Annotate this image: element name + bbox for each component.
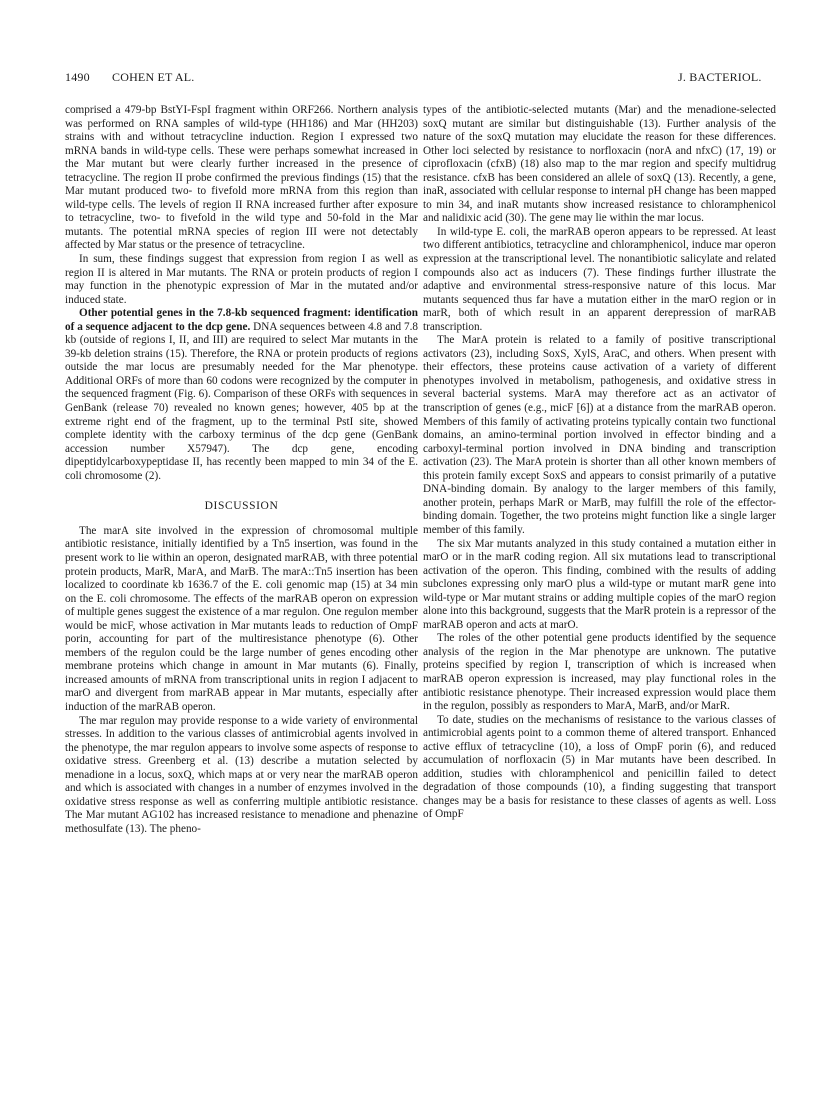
right-paragraph-1: types of the antibiotic-selected mutants (Mar) and the menadione-selected soxQ mutant are similar but distinguishable (13). Further analysis of the nature of the soxQ mutation may elucidate the reason for these differences. Other loci selected by resistance to norfloxacin (norA and nfxC) (17, 19) or ciprofloxacin (cfxB) (18) also map to the mar region and specify multidrug resistance. cfxB has been considered an allele of soxQ (13). Recently, a gene, inaR, associated with cellular response to internal pH change has been mapped to min 34, and inaR mutants show increased resistance to chloramphenicol and nalidixic acid (30). The gene may lie within the mar locus. [423,104,776,225]
page-number: 1490 [65,70,90,84]
right-paragraph-6: To date, studies on the mechanisms of resistance to the various classes of antimicrobial agents point to a common theme of altered transport. Enhanced active efflux of tetracycline (10), a loss of OmpF porin (6), and reduced accumulation of norfloxacin (5) in Mar mutants have been described. In addition, studies with chloramphenicol and penicillin failed to detect degradation of those compounds (10), a finding suggesting that transport changes may be a basis for resistance to these classes of agents as well. Loss of OmpF [423,713,776,821]
left-paragraph-3 [65,307,418,483]
left-paragraph-3-body: DNA sequences between 4.8 and 7.8 kb (outside of regions I, II, and III) are required to select Mar mutants in the 39-kb deletion strains (15). Therefore, the RNA or protein products of regions outside the mar locus are presumably needed for the Mar phenotype. Additional ORFs of more than 60 codons were recognized by the computer in the sequenced fragment (Fig. 6). Comparison of these ORFs with sequences in GenBank (release 70) revealed no known genes; however, 405 bp at the extreme right end of the fragment, up to the terminal PstI site, showed complete identity with the carboxy terminus of the dcp gene (GenBank accession number X57947). The dcp gene, encoding dipeptidylcarboxypeptidase II, has recently been mapped to min 34 of the E. coli chromosome (2). [65,320,419,482]
subsection-heading: Other potential genes in the 7.8-kb sequenced fragment: identification of a sequence adjacent to the dcp gene. [65,307,418,333]
left-paragraph-2: In sum, these findings suggest that expression from region I as well as region II is altered in Mar mutants. The RNA or protein products of region I may function in the phenotypic expression of Mar in the mutated and/or induced state. [65,253,418,306]
right-paragraph-4: The six Mar mutants analyzed in this study contained a mutation either in marO or in the marR coding region. All six mutations lead to transcriptional activation of the operon. This finding, combined with the results of adding subclones expressing only marO plus a wild-type or mutant marR gene into wild-type or Mar mutant strains or adding multiple copies of the marO region alone into this background, suggests that the MarR protein is a repressor of the marRAB operon and acts at marO. [423,537,776,631]
left-paragraph-1: comprised a 479-bp BstYI-FspI fragment within ORF266. Northern analysis was performed on RNA samples of wild-type (HH186) and Mar (HH203) strains with and without tetracycline induction. Region I expressed two mRNA bands in wild-type cells. These were perhaps somewhat increased in the Mar mutant but were clearly further increased in the presence of tetracycline. The region II probe confirmed the previous findings (15) that the Mar mutant produced two- to fivefold more mRNA from this region than wild-type cells. The levels of region II RNA increased further after exposure to tetracycline, two- to fivefold in the wild type and 50-fold in the Mar mutants. The potential mRNA species of region III were not detectably affected by Mar status or the presence of tetracycline. [65,104,418,252]
left-paragraph-4: The marA site involved in the expression of chromosomal multiple antibiotic resistance, initially identified by a Tn5 insertion, was found in the present work to lie within an operon, designated marRAB, with three potential protein products, MarR, MarA, and MarB. The marA::Tn5 insertion has been localized to coordinate kb 1636.7 of the E. coli genomic map (15) at 34 min on the E. coli chromosome. The effects of the marRAB operon on expression of multiple genes suggest the existence of a mar regulon. One regulon member would be micF, whose activation in Mar mutants leads to reduction of OmpF porin, accounting for part of the multiresistance phenotype (6). Other members of the regulon could be the large number of genes encoding other membrane proteins which change in amount in Mar mutants (6). Finally, increased amounts of mRNA from transcriptional units in region I adjacent to marO and divergent from marRAB appear in Mar mutants, especially after induction of the marRAB operon. [65,524,418,713]
left-column [65,104,418,836]
left-paragraph-5: The mar regulon may provide response to a wide variety of environmental stresses. In addition to the various classes of antimicrobial agents involved in the phenotype, the mar regulon appears to involve some aspects of response to oxidative stress. Greenberg et al. (13) describe a mutation selected by menadione in a locus, soxQ, which maps at or very near the marRAB operon and which is associated with changes in a number of enzymes involved in the oxidative stress response as well as conferring multiple antibiotic resistance. The Mar mutant AG102 has increased resistance to menadione and phenazine methosulfate (13). The pheno- [65,714,418,835]
running-head-authors: COHEN ET AL. [112,70,195,84]
right-paragraph-3: The MarA protein is related to a family of positive transcriptional activators (23), including SoxS, XylS, AraC, and others. When present with their effectors, these proteins cause activation of a variety of different phenotypes involved in metabolism, pathogenesis, and oxidative stress in several bacterial systems. MarA may therefore act as an activator of transcription of genes (e.g., micF [6]) at a distance from the marRAB operon. Members of this family of activating proteins typically contain two functional domains, an amino-terminal portion involved in effector binding and a carboxyl-terminal portion involved in DNA binding and transcription activation (23). The MarA protein is shorter than all other known members of this protein family except SoxS and appears to consist primarily of a putative DNA-binding domain. By analogy to the larger members of this family, another protein, perhaps MarR or MarB, may fulfill the role of the effector-binding domain. Together, the two proteins might function like a single larger member of this family. [423,334,776,536]
right-paragraph-5: The roles of the other potential gene products identified by the sequence analysis of the region in the Mar phenotype are unknown. The putative proteins specified by region I, transcription of which is increased when marRAB operon expression is increased, may play functional roles in the antibiotic resistance phenotype. Their increased expression would place them in the regulon, possibly as responders to MarA, MarB, and/or MarR. [423,632,776,713]
section-title: DISCUSSION [204,500,279,513]
right-column [423,104,776,822]
running-head-journal: J. BACTERIOL. [678,70,762,84]
right-paragraph-2: In wild-type E. coli, the marRAB operon appears to be repressed. At least two different antibiotics, tetracycline and chloramphenicol, induce mar operon expression at the transcriptional level. The nonantibiotic salicylate and related compounds also act as inducers (7). These findings further illustrate the adaptive and environmental stress-responsive nature of this locus. Mar mutants sequenced thus far have a mutation either in the marO region or in marR, both of which result in an apparent derepression of marRAB transcription. [423,225,776,333]
